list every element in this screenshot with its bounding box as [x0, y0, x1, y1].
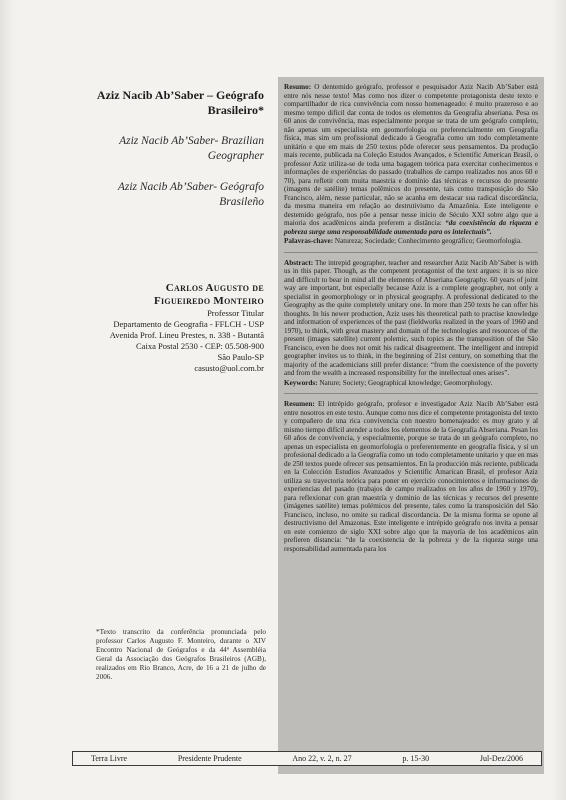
abstract-keywords — [284, 379, 538, 388]
abstract-label: Abstract: — [284, 258, 314, 267]
author-city: São Paulo-SP — [217, 352, 264, 362]
abstracts-column — [278, 77, 544, 774]
author-name-line2: Figueiredo Monteiro — [153, 295, 264, 307]
title-spanish: Aziz Nacib Ab’Saber- Geógrafo Brasileño — [117, 181, 264, 208]
resumo-keywords — [284, 237, 538, 246]
resumen-label: Resumen: — [284, 400, 315, 408]
resumo-text: O dentemido geógrafo, professor e pesquisador Aziz Nacib Ab’Saber está entre nós nesse texto! Mas como nos dizer o competente protagonista deste texto e compartilhador de rica convivência com nosso homenageado: é muito prazeroso e ao mesmo tempo difícil dar conta de todos os elementos da Geografia abseriana. Pesa os 60 anos de convivência, mas especialmente porque se trata de um geógrafo completo, não apenas um especialista em geomorfologia ou preferencialmente em Geografia física, mas sim um profissional dedicado à Geografia como um todo completamente unitário e que em mais de 250 textos pôde oferecer seus pensamentos. Da produção mais recente, publicada na Coleção Estudos Avançados, e Scientific American Brasil, o professor Aziz utiliza-se de toda uma bagagem teórica para exercitar conhecimentos e informações de experiências do passado (trabalhos de campo realizados nos anos 60 e 70), para refletir com muita maestria e domínio das técnicas e recursos do presente (imagens de satélite) temas polêmicos do presente, tais como transposição do São Francisco, além, nesse particular, não se acanha em destacar sua radical discordância, da mesma maneira em relação ao destrutivismo da Amazônia. Este inteligente e destemido geógrafo, nos põe a pensar nesse início de Século XXI sobre algo que a maioria dos acadêmicos ainda preferem a distância: — [284, 83, 538, 227]
resumo-quote: “da coexistência da riqueza e pobreza surge uma responsabilidade aumentada para os intelectuais”. — [284, 219, 539, 236]
author-postal: Caixa Postal 2530 - CEP: 05.508-900 — [136, 341, 264, 351]
abstract-keywords-text: Nature; Society; Geographical knowledge; Geomorphology. — [319, 378, 493, 387]
abstract-text: The intrepid geographer, teacher and researcher Aziz Nacib Ab’Saber is with us in this paper. Though, as the competent protagonist of the text argues: it is so nice and difficult to bear in mind all the elements of Abseriana Geography. 60 years of joint way are important, but especially because Aziz is a complete geographer, not only a specialist in geomorphology or in physical geography. A professional dedicated to the Geography as the quite completely unitary one. In more than 250 texts he can offer his thoughts. In his newer production, Aziz uses his theoretical path to practise knowledge and information of experiences of the past (fieldworks realized in the years of 1960 and 1970), to think, with great mastery and domain of the technologies and resources of the present (images satellite) current polemic, such topics as the transposition of the São Francisco, even he does not omit his radical disagreement. The intelligent and intrepid geographer invites us to think, in the beginning of 21st century, on something that the majority of the academicians still prefer distance: “from the coexistence of the poverty and from the wealth a increased responsibility for the intellectual ones arises”. — [284, 258, 539, 377]
footer-volume: Ano 22, v. 2, n. 27 — [292, 754, 352, 763]
resumo-keywords-label: Palavras-chave: — [284, 237, 334, 245]
footer-city: Presidente Prudente — [177, 754, 242, 763]
author-role: Professor Titular — [207, 308, 264, 318]
author-name-line1: Carlos Augusto de — [165, 282, 264, 294]
footer-date: Jul-Dez/2006 — [479, 754, 523, 763]
resumo-keywords-text: Natureza; Sociedade; Conhecimento geográfico; Geomorfologia. — [334, 237, 522, 245]
title-english: Aziz Nacib Ab’Saber- Brazilian Geographer — [119, 135, 264, 162]
author-department: Departamento de Geografia - FFLCH - USP — [113, 319, 264, 329]
divider — [284, 252, 538, 253]
divider — [284, 393, 538, 394]
author-email: casusto@uol.com.br — [194, 363, 264, 373]
resumo-label: Resumo: — [284, 83, 312, 91]
resumen-block — [284, 400, 538, 553]
title-block — [90, 88, 264, 210]
journal-footer — [72, 751, 542, 766]
author-block — [96, 282, 264, 374]
abstract-block — [284, 259, 538, 388]
footnote: *Texto transcrito da conferência pronunciada pelo professor Carlos Augusto F. Monteiro, durante o XIV Encontro Nacional de Geógrafos e da 44ª Assembléia Geral da Associação dos Geógrafos Brasileiros (AGB), realizados em Rio Branco, Acre, de 16 a 21 de julho de 2006. — [96, 628, 266, 681]
abstract-keywords-label: Keywords: — [284, 378, 318, 387]
author-address: Avenida Prof. Lineu Prestes, n. 338 - Butantã — [109, 330, 264, 340]
footer-pages: p. 15-30 — [402, 754, 430, 763]
footer-journal: Terra Livre — [91, 754, 128, 763]
resumo-block — [284, 83, 538, 246]
title-portuguese: Aziz Nacib Ab’Saber – Geógrafo Brasileiro* — [96, 88, 264, 117]
resumen-text: El intrépido geógrafo, profesor e investigador Aziz Nacib Ab’Saber está entre nosotros en este texto. Aunque como nos dice el competente protagonista del texto y compañero de una rica convivencia con nuestro homenajeado: es muy grato y al mismo tiempo difícil atender a todos los elementos de la Geografía Abseriana. Pesan los 60 años de convivencia, y especialmente, porque se trata de un geógrafo completo, no apenas un especialista en geomorfología o preferentemente en geografía física, y sí un profesional dedicado a la Geografía como un todo completamente unitario y que en mas de 250 textos puede ofrecer sus pensamientos. En la producción más reciente, publicada en la Colección Estudios Avanzados y Scientific Amarican Brasil, el profesor Aziz utiliza su trayectoria teórica para poner en ejercicio conocimientos e informaciones de experiencias del pasado (trabajos de campo realizados en los años de 1960 y 1970), para reflexionar con gran maestría y dominio de las técnicas y recursos del presente (imágenes satélite) temas polémicos del presente, tales como la transposición del São Francisco, incluso, no omite su radical discordancia. De la misma forma se opone al destructivismo del Amazonas. Este inteligente e intrépido geógrafo nos invita a pensar en este comienzo de siglo XXI sobre algo que la mayoría de los académicos aún prefieren distancia: “de la coexistencia de la pobreza y de la riqueza surge una responsabilidad aumentada para los — [284, 400, 539, 553]
